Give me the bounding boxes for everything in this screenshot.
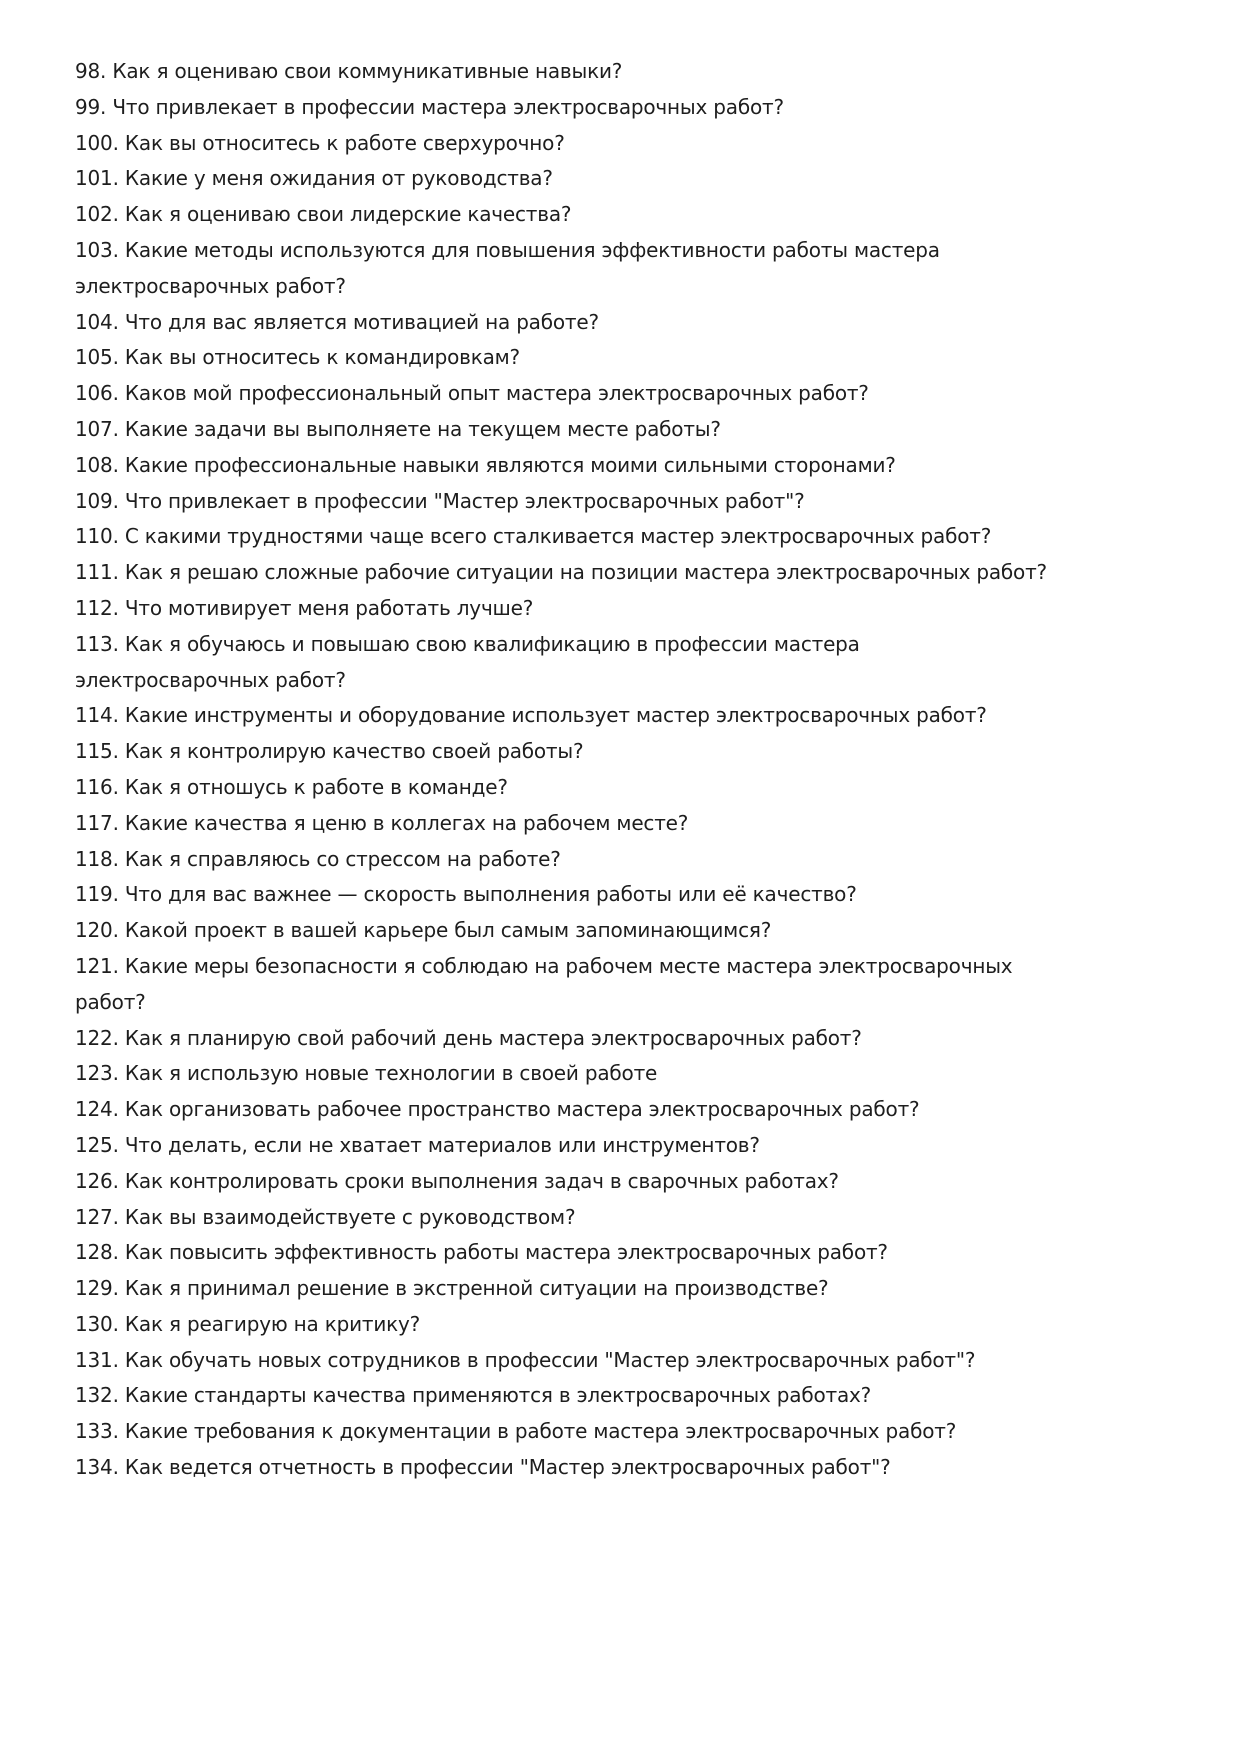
question-item [75, 1307, 1047, 1343]
question-text: 108. Какие профессиональные навыки являются моими сильными сторонами? [75, 452, 896, 477]
question-text: 103. Какие методы используются для повышения эффективности работы мастера [75, 237, 940, 262]
question-list [75, 54, 1047, 1486]
question-item [75, 806, 1047, 842]
question-text: 101. Какие у меня ожидания от руководства? [75, 166, 553, 191]
question-text: 118. Как я справляюсь со стрессом на работе? [75, 846, 561, 871]
question-item [75, 340, 1047, 376]
question-item [75, 949, 1047, 1021]
question-item [75, 90, 1047, 126]
question-text: 99. Что привлекает в профессии мастера электросварочных работ? [75, 94, 784, 119]
question-text: 124. Как организовать рабочее пространство мастера электросварочных работ? [75, 1097, 920, 1122]
question-item [75, 770, 1047, 806]
question-item [75, 1450, 1047, 1486]
question-text: 134. Как ведется отчетность в профессии "Мастер электросварочных работ"? [75, 1455, 891, 1480]
question-item [75, 734, 1047, 770]
question-item [75, 233, 1047, 305]
question-text-continuation: электросварочных работ? [75, 273, 346, 298]
question-item [75, 877, 1047, 913]
question-text: 130. Как я реагирую на критику? [75, 1311, 421, 1336]
question-text: 102. Как я оцениваю свои лидерские качества? [75, 202, 572, 227]
question-text: 100. Как вы относитесь к работе сверхурочно? [75, 130, 565, 155]
question-text: 132. Какие стандарты качества применяются в электросварочных работах? [75, 1383, 872, 1408]
question-item [75, 591, 1047, 627]
question-item [75, 1021, 1047, 1057]
question-item [75, 126, 1047, 162]
question-item [75, 1092, 1047, 1128]
question-text: 133. Какие требования к документации в работе мастера электросварочных работ? [75, 1419, 957, 1444]
question-text: 119. Что для вас важнее — скорость выполнения работы или её качество? [75, 882, 857, 907]
question-text: 104. Что для вас является мотивацией на работе? [75, 309, 599, 334]
question-item [75, 1235, 1047, 1271]
question-text: 110. С какими трудностями чаще всего сталкивается мастер электросварочных работ? [75, 524, 992, 549]
question-item [75, 555, 1047, 591]
question-text: 106. Каков мой профессиональный опыт мастера электросварочных работ? [75, 381, 869, 406]
question-text: 131. Как обучать новых сотрудников в профессии "Мастер электросварочных работ"? [75, 1347, 976, 1372]
question-text: 114. Какие инструменты и оборудование использует мастер электросварочных работ? [75, 703, 987, 728]
question-item [75, 54, 1047, 90]
question-item [75, 448, 1047, 484]
question-item [75, 197, 1047, 233]
question-item [75, 519, 1047, 555]
question-text: 128. Как повысить эффективность работы мастера электросварочных работ? [75, 1240, 888, 1265]
question-text: 112. Что мотивирует меня работать лучше? [75, 595, 534, 620]
question-item [75, 1378, 1047, 1414]
question-item [75, 161, 1047, 197]
question-item [75, 1056, 1047, 1092]
question-text: 111. Как я решаю сложные рабочие ситуации на позиции мастера электросварочных работ? [75, 560, 1047, 585]
question-item [75, 1271, 1047, 1307]
question-text: 123. Как я использую новые технологии в своей работе [75, 1061, 658, 1086]
question-text-continuation: электросварочных работ? [75, 667, 346, 692]
question-item [75, 1128, 1047, 1164]
question-text: 129. Как я принимал решение в экстренной ситуации на производстве? [75, 1276, 829, 1301]
question-text: 116. Как я отношусь к работе в команде? [75, 774, 508, 799]
question-text: 127. Как вы взаимодействуете с руководством? [75, 1204, 576, 1229]
question-text: 105. Как вы относитесь к командировкам? [75, 345, 520, 370]
question-text: 120. Какой проект в вашей карьере был самым запоминающимся? [75, 918, 772, 943]
question-text: 126. Как контролировать сроки выполнения задач в сварочных работах? [75, 1168, 839, 1193]
question-item [75, 484, 1047, 520]
question-item [75, 305, 1047, 341]
question-text: 125. Что делать, если не хватает материалов или инструментов? [75, 1132, 760, 1157]
question-text: 115. Как я контролирую качество своей работы? [75, 739, 584, 764]
question-text: 98. Как я оцениваю свои коммуникативные навыки? [75, 59, 623, 83]
question-item [75, 1343, 1047, 1379]
question-item [75, 842, 1047, 878]
question-text: 117. Какие качества я ценю в коллегах на рабочем месте? [75, 810, 689, 835]
question-item [75, 412, 1047, 448]
question-text: 122. Как я планирую свой рабочий день мастера электросварочных работ? [75, 1025, 862, 1050]
question-item [75, 627, 1047, 699]
question-item [75, 376, 1047, 412]
question-text: 109. Что привлекает в профессии "Мастер электросварочных работ"? [75, 488, 805, 513]
question-item [75, 1414, 1047, 1450]
question-item [75, 913, 1047, 949]
question-text: 121. Какие меры безопасности я соблюдаю на рабочем месте мастера электросварочных [75, 953, 1013, 978]
question-text: 113. Как я обучаюсь и повышаю свою квалификацию в профессии мастера [75, 631, 860, 656]
question-text-continuation: работ? [75, 989, 146, 1014]
question-item [75, 1200, 1047, 1236]
question-item [75, 698, 1047, 734]
question-item [75, 1164, 1047, 1200]
question-text: 107. Какие задачи вы выполняете на текущем месте работы? [75, 416, 721, 441]
